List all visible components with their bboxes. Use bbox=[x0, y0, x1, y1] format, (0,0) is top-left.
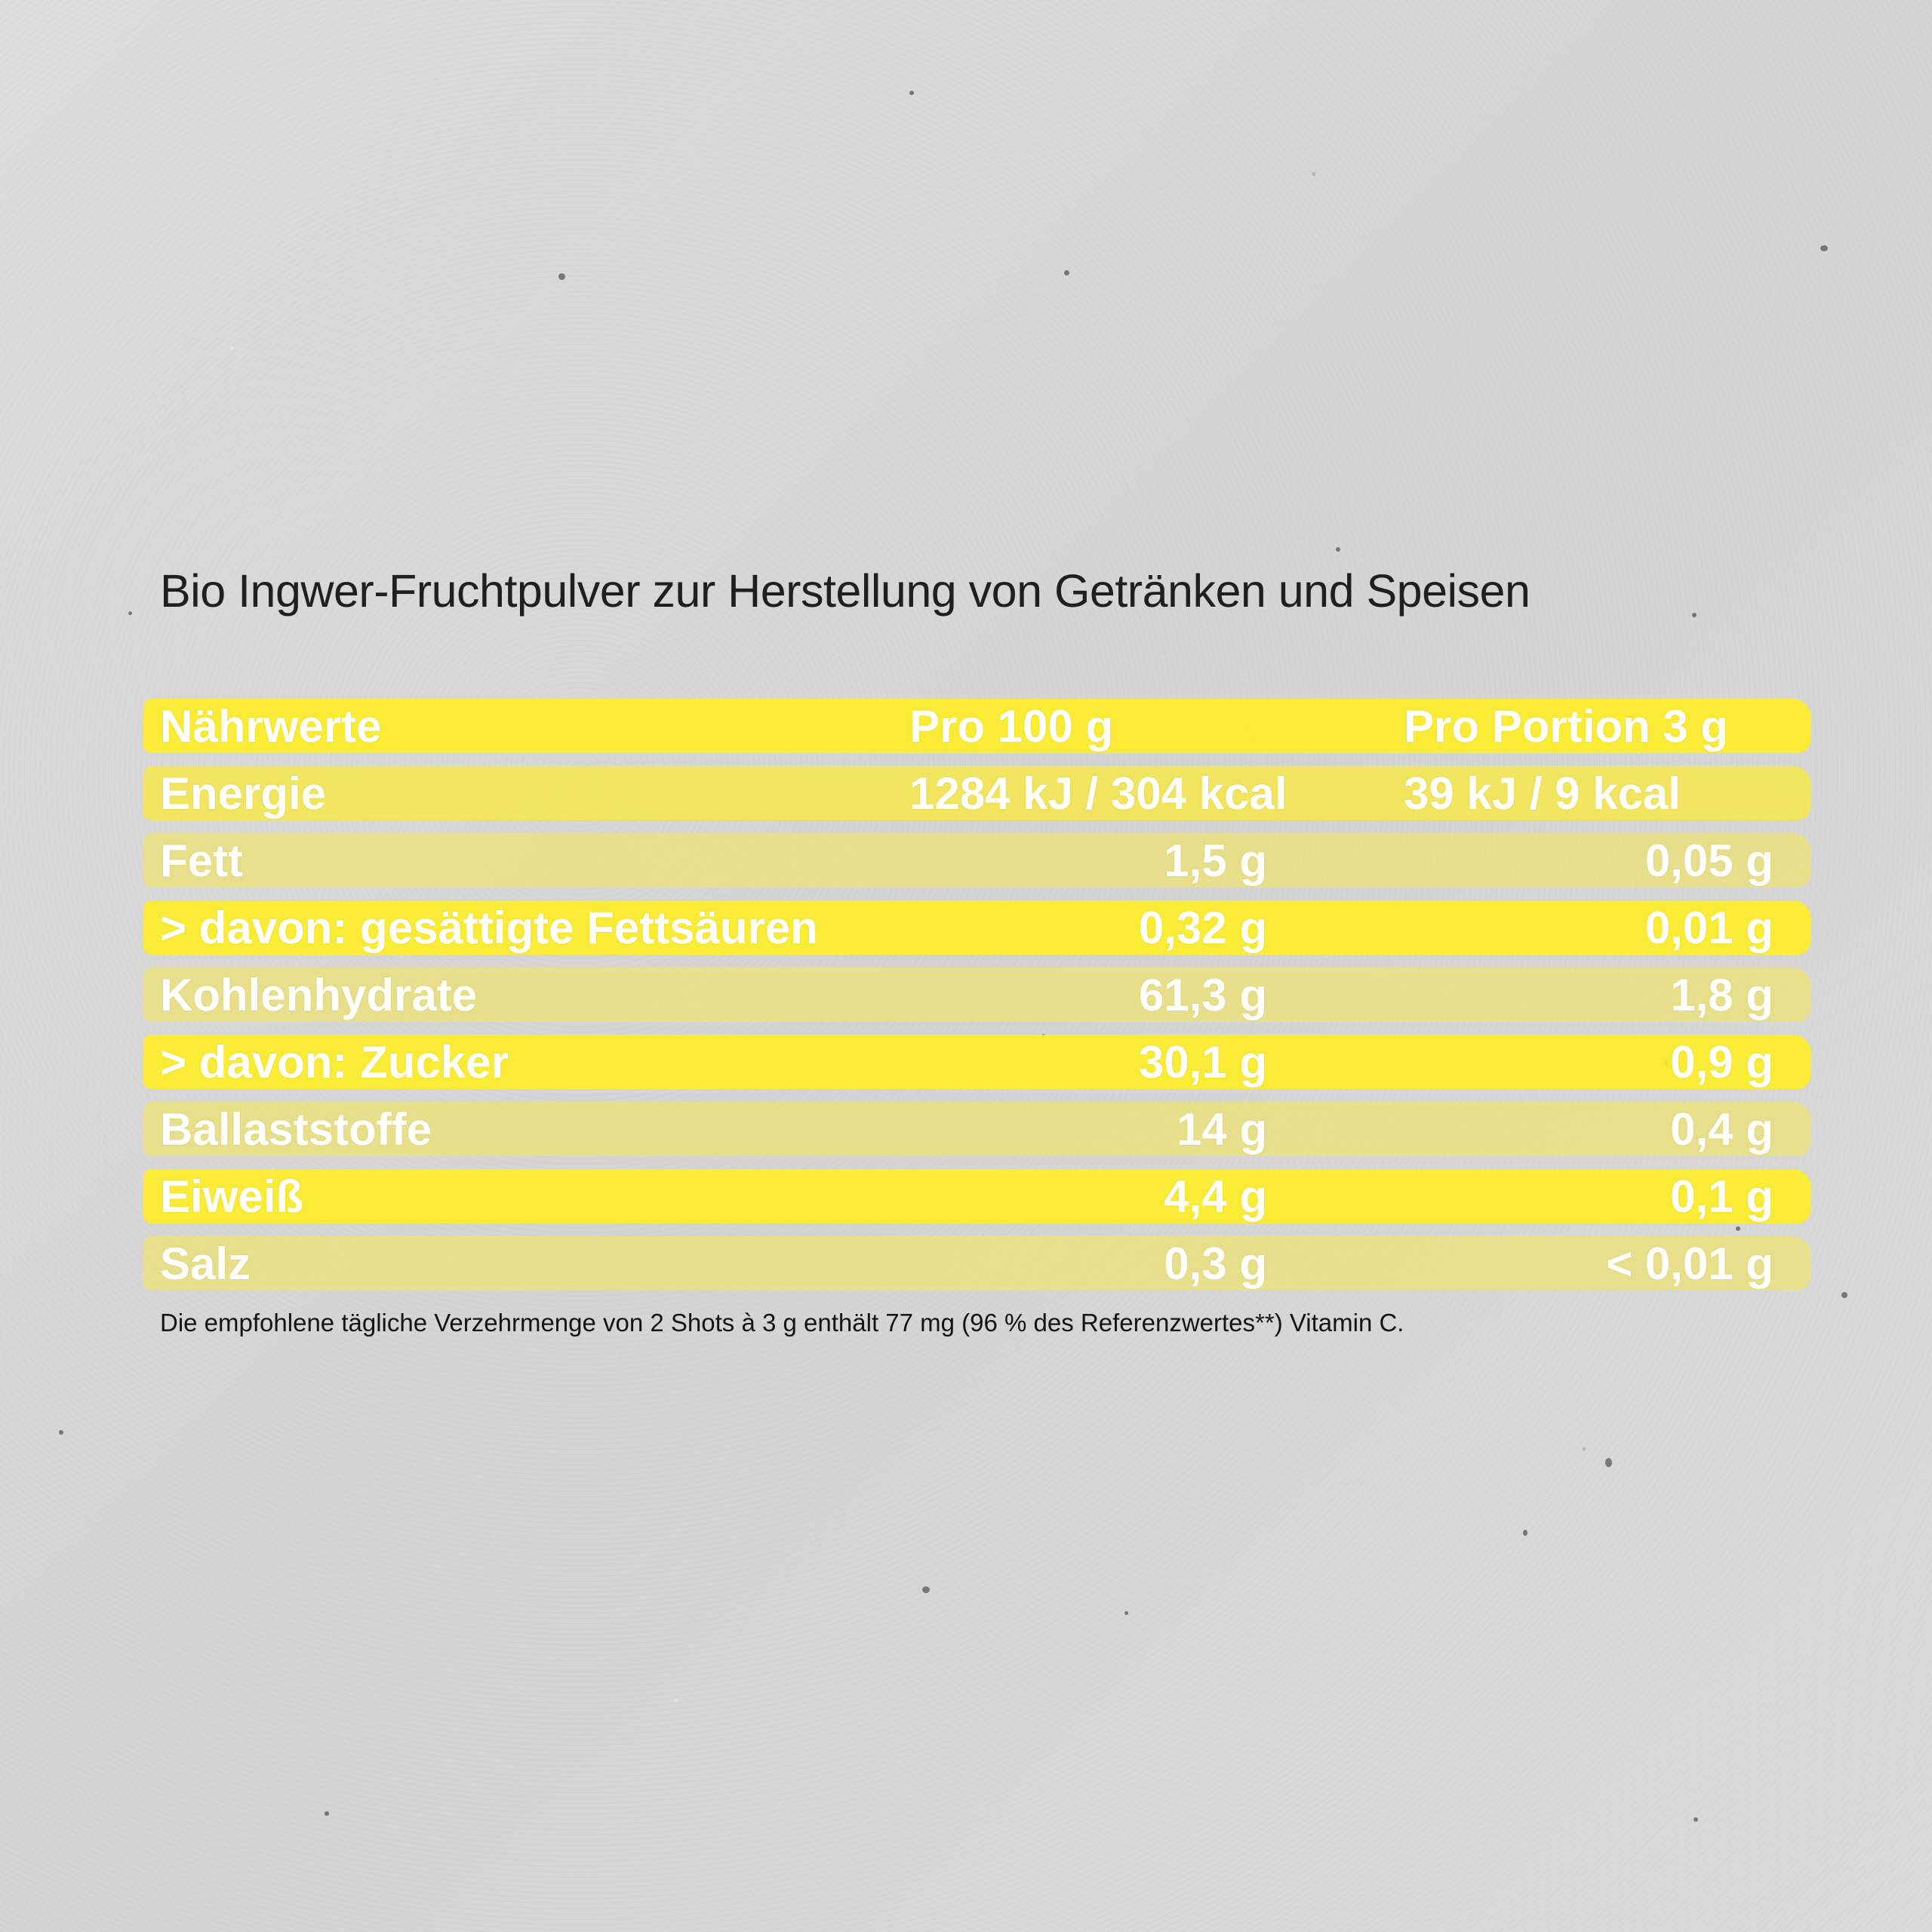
row-per-portion: 0,4 g bbox=[1670, 1104, 1774, 1155]
table-row bbox=[143, 1096, 1811, 1163]
row-per-portion: 0,01 g bbox=[1644, 903, 1774, 953]
background-speck bbox=[922, 1586, 930, 1593]
table-row bbox=[143, 961, 1811, 1029]
row-label: > davon: Zucker bbox=[160, 1037, 509, 1088]
row-per100: 30,1 g bbox=[1138, 1037, 1267, 1088]
footnote: Die empfohlene tägliche Verzehrmenge von 2 Shots à 3 g enthält 77 mg (96 % des Referenzwertes**) Vitamin C. bbox=[160, 1309, 1404, 1337]
nutrition-table bbox=[143, 693, 1811, 1297]
table-row bbox=[143, 760, 1811, 827]
table-header-row bbox=[143, 693, 1811, 760]
row-per-portion: 0,1 g bbox=[1670, 1171, 1774, 1222]
background-speck bbox=[558, 273, 565, 280]
background-speck bbox=[909, 91, 914, 95]
background-speck bbox=[128, 611, 132, 615]
table-row bbox=[143, 1029, 1811, 1096]
background-speck bbox=[1841, 1292, 1847, 1298]
row-per-portion: < 0,01 g bbox=[1606, 1238, 1774, 1289]
row-per100: 4,4 g bbox=[1164, 1171, 1267, 1222]
row-label: > davon: gesättigte Fettsäuren bbox=[160, 903, 818, 953]
row-label: Ballaststoffe bbox=[160, 1104, 432, 1155]
row-label: Energie bbox=[160, 768, 327, 819]
background-speck bbox=[1692, 613, 1697, 617]
table-row bbox=[143, 1230, 1811, 1297]
row-label: Salz bbox=[160, 1238, 251, 1289]
row-per-portion: 0,9 g bbox=[1670, 1037, 1774, 1088]
row-per100: 0,3 g bbox=[1164, 1238, 1267, 1289]
row-per100: 14 g bbox=[1176, 1104, 1267, 1155]
row-per-portion: 1,8 g bbox=[1670, 970, 1774, 1020]
row-per100: 61,3 g bbox=[1138, 970, 1267, 1020]
background-speck bbox=[59, 1430, 63, 1435]
header-per100: Pro 100 g bbox=[909, 701, 1114, 752]
row-label: Kohlenhydrate bbox=[160, 970, 478, 1020]
background-speck bbox=[1124, 1611, 1128, 1615]
background-speck bbox=[1605, 1458, 1612, 1467]
background-speck bbox=[1820, 245, 1828, 251]
row-label: Eiweiß bbox=[160, 1171, 304, 1222]
background-speck bbox=[1336, 547, 1340, 552]
row-per-portion: 0,05 g bbox=[1644, 835, 1774, 886]
background-speck bbox=[1064, 270, 1069, 275]
header-label: Nährwerte bbox=[160, 701, 382, 752]
table-row bbox=[143, 1163, 1811, 1230]
header-per-portion: Pro Portion 3 g bbox=[1404, 701, 1729, 752]
background-speck bbox=[1694, 1817, 1698, 1822]
background-speck bbox=[1523, 1530, 1527, 1536]
table-row bbox=[143, 827, 1811, 894]
row-label: Fett bbox=[160, 835, 243, 886]
background-speck bbox=[325, 1811, 329, 1816]
page-title: Bio Ingwer-Fruchtpulver zur Herstellung von Getränken und Speisen bbox=[160, 565, 1531, 617]
row-per100: 0,32 g bbox=[1138, 903, 1267, 953]
table-row bbox=[143, 894, 1811, 961]
row-per100: 1,5 g bbox=[1164, 835, 1267, 886]
row-per100: 1284 kJ / 304 kcal bbox=[909, 768, 1287, 819]
row-per-portion: 39 kJ / 9 kcal bbox=[1404, 768, 1681, 819]
